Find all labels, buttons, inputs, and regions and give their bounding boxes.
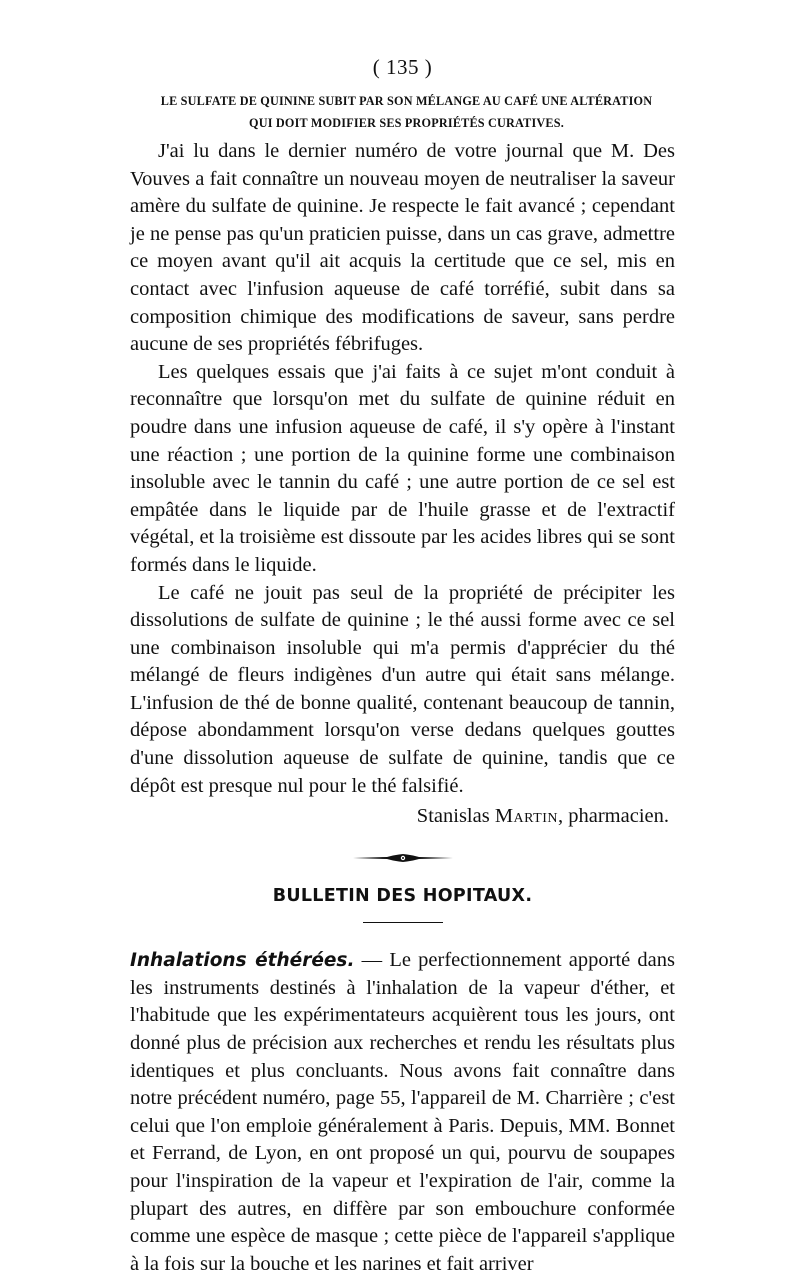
article-title-line-1: LE SULFATE DE QUININE SUBIT PAR SON MÉLANGE AU CAFÉ UNE ALTÉRATION bbox=[160, 94, 653, 108]
signature-name: Stanislas bbox=[416, 805, 490, 828]
article-paragraph-1: J'ai lu dans le dernier numéro de votre journal que M. Des Vouves a fait connaître un nouveau moyen de neutraliser la saveur amère du sulfate de quinine. Je respecte le fait avancé ; cependant je ne pense pas qu'un praticien puisse, dans un cas grave, admettre ce moyen avant qu'il ait acquis la certitude que ce sel, mis en contact avec l'infusion aqueuse de café torréfié, subit dans sa composition chimique des modifications de saveur, sans perdre aucune de ses propriétés fébrifuges. bbox=[130, 140, 675, 356]
bulletin-lead-in: Inhalations éthérées. bbox=[130, 950, 355, 972]
article-title bbox=[130, 90, 683, 134]
article-paragraph-2: Les quelques essais que j'ai faits à ce sujet m'ont conduit à reconnaître que lorsqu'on met du sulfate de quinine réduit en poudre dans une infusion aqueuse de café, il s'y opère à l'instant une réaction ; une portion de la quinine forme une combinaison insoluble avec le tannin du café ; une autre portion de ce sel est empâtée dans le liquide par de l'huile grasse et de l'extractif végétal, et la troisième est dissoute par les acides libres qui se sont formés dans le liquide. bbox=[130, 360, 675, 576]
article-title-line-2: QUI DOIT MODIFIER SES PROPRIÉTÉS CURATIVES. bbox=[249, 116, 564, 130]
heading-rule bbox=[363, 922, 443, 923]
page-number: ( 135 ) bbox=[372, 55, 433, 79]
bulletin-heading: BULLETIN DES HOPITAUX. bbox=[272, 886, 533, 907]
signature-title: , pharmacien. bbox=[558, 805, 669, 828]
article-paragraph-3: Le café ne jouit pas seul de la propriété de précipiter les dissolutions de sulfate de quinine ; le thé aussi forme avec ce sel une combinaison insoluble qui m'a permis d'apprécier du thé mélangé de fleurs indigènes d'un autre qui était sans mélange. L'infusion de thé de bonne qualité, contenant beaucoup de tannin, dépose abondamment lorsqu'on verse dedans quelques gouttes d'une dissolution aqueuse de sulfate de quinine, tandis que ce dépôt est presque nul pour le thé falsifié. bbox=[130, 581, 675, 797]
page bbox=[130, 54, 675, 1278]
signature bbox=[130, 802, 669, 830]
signature-surname: Martin bbox=[494, 805, 558, 828]
decorative-rule-ornament-icon bbox=[353, 852, 453, 864]
bulletin-paragraph bbox=[130, 947, 675, 1278]
bulletin-text: — Le perfectionnement apporté dans les instruments destinés à l'inhalation de la vapeur d'éther, et l'habitude que les expérimentateurs acquièrent tous les jours, ont donné plus de précision aux recherches et rendu les résultats plus identiques et plus concluants. Nous avons fait connaître dans notre précédent numéro, page 55, l'appareil de M. Charrière ; c'est celui que l'on emploie généralement à Paris. Depuis, MM. Bonnet et Ferrand, de Lyon, en ont proposé un qui, pourvu de soupapes pour l'inspiration de la vapeur et l'expiration de l'air, comme la plupart des autres, en diffère par son embouchure conformée comme une espèce de masque ; cette pièce de l'appareil s'applique à la fois sur la bouche et les narines et fait arriver bbox=[130, 949, 675, 1275]
